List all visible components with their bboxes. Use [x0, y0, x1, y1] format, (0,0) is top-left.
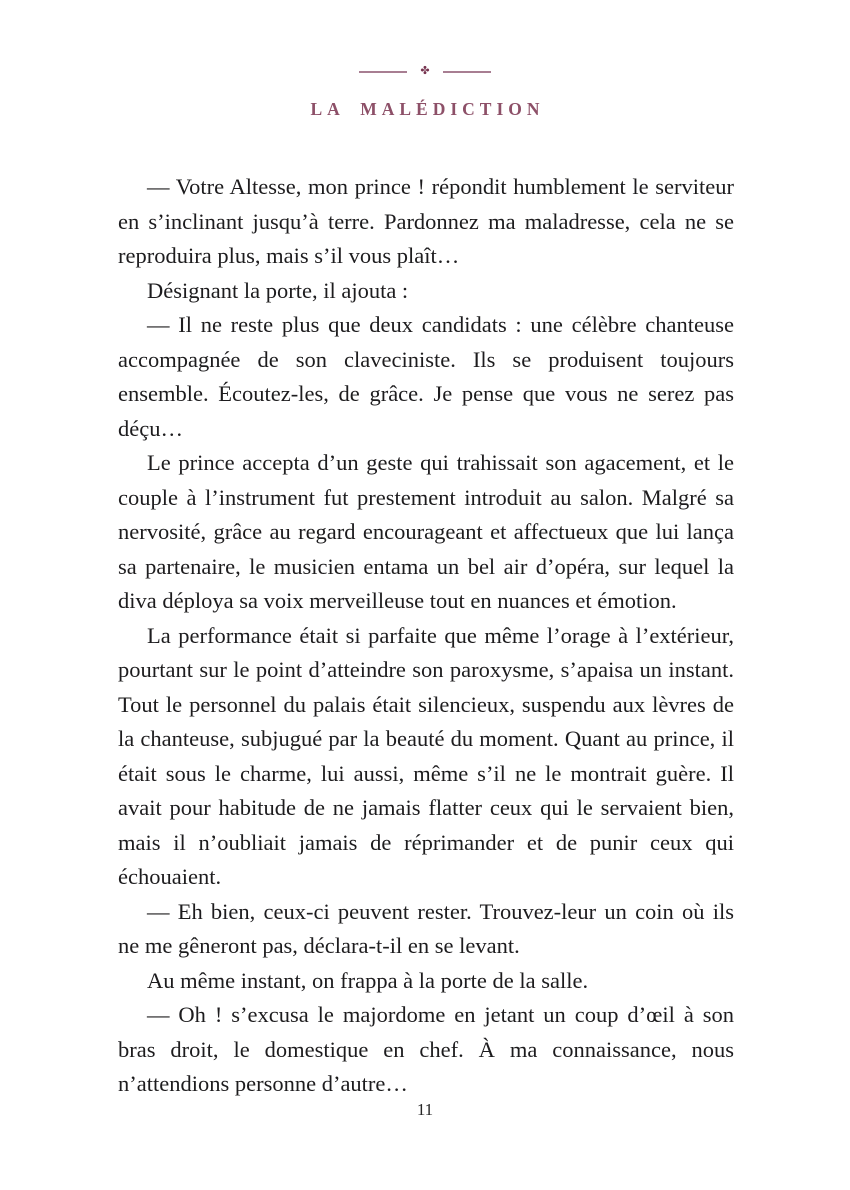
paragraph: Le prince accepta d’un geste qui trahissait son agacement, et le couple à l’instrument fut prestement introduit au salon. Malgré sa nervosité, grâce au regard encourageant et affectueux que lui lança sa partenaire, le musicien entama un bel air d’opéra, sur lequel la diva déploya sa voix merveilleuse tout en nuances et émotion.	[118, 450, 734, 613]
paragraph: — Eh bien, ceux-ci peuvent rester. Trouvez-leur un coin où ils ne me gêneront pas, déclara-t-il en se levant.	[118, 898, 734, 958]
page-number: 11	[416, 1100, 434, 1119]
paragraph: — Oh ! s’excusa le majordome en jetant un coup d’œil à son bras droit, le domestique en chef. À ma connaissance, nous n’attendions personne d’autre…	[118, 1002, 734, 1096]
ornament-line-left	[359, 71, 407, 73]
paragraph: — Il ne reste plus que deux candidats : une célèbre chanteuse accompagnée de son claveciniste. Ils se produisent toujours ensemble. Écoutez-les, de grâce. Je pense que vous ne serez pas déçu…	[118, 312, 734, 441]
chapter-title: LA MALÉDICTION	[310, 99, 545, 119]
ornament-line-right	[443, 71, 491, 73]
chapter-ornament	[0, 66, 850, 77]
paragraph: La performance était si parfaite que même l’orage à l’extérieur, pourtant sur le point d’atteindre son paroxysme, s’apaisa un instant. Tout le personnel du palais était silencieux, suspendu aux lèvres de la chanteuse, subjugué par la beauté du moment. Quant au prince, il était sous le charme, lui aussi, même s’il ne le montrait guère. Il avait pour habitude de ne jamais flatter ceux qui le servaient bien, mais il n’oubliait jamais de réprimander et de punir ceux qui échouaient.	[118, 622, 734, 889]
paragraph: Au même instant, on frappa à la porte de la salle.	[147, 967, 589, 993]
body-text	[118, 170, 734, 1102]
paragraph: Désignant la porte, il ajouta :	[147, 277, 409, 303]
paragraph: — Votre Altesse, mon prince ! répondit humblement le serviteur en s’inclinant jusqu’à terre. Pardonnez ma maladresse, cela ne se reproduira plus, mais s’il vous plaît…	[118, 174, 734, 268]
ornament-star-icon: ✤	[420, 64, 430, 77]
